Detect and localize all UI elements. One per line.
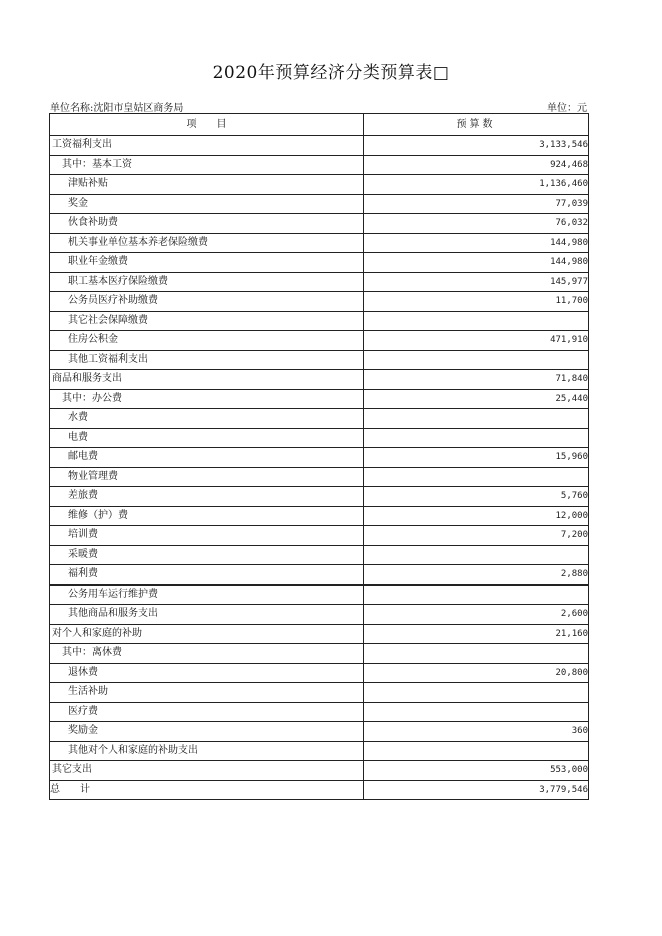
row-amount: 25,440: [364, 389, 589, 409]
row-label: 住房公积金: [50, 331, 364, 351]
row-label: 生活补助: [50, 683, 364, 703]
row-amount: 145,977: [364, 272, 589, 292]
row-label: 其他商品和服务支出: [50, 605, 364, 625]
table-row: [50, 565, 589, 585]
total-row: [50, 780, 589, 800]
table-row: [50, 350, 589, 370]
table-row: [50, 624, 589, 644]
row-amount: [364, 409, 589, 429]
table-row: [50, 545, 589, 565]
total-amount: 3,779,546: [364, 780, 589, 800]
row-amount: 77,039: [364, 194, 589, 214]
row-label: 公务用车运行维护费: [50, 585, 364, 605]
row-amount: 21,160: [364, 624, 589, 644]
table-row: [50, 272, 589, 292]
row-amount: 1,136,460: [364, 175, 589, 195]
table-row: [50, 683, 589, 703]
table-row: [50, 644, 589, 664]
row-amount: 76,032: [364, 214, 589, 234]
row-amount: 7,200: [364, 526, 589, 546]
table-row: [50, 702, 589, 722]
table-row: [50, 389, 589, 409]
table-row: [50, 155, 589, 175]
table-row: [50, 292, 589, 312]
row-amount: [364, 428, 589, 448]
table-row: [50, 722, 589, 742]
row-label: 医疗费: [50, 702, 364, 722]
row-amount: 5,760: [364, 487, 589, 507]
header-item: 项 目: [50, 114, 364, 136]
row-label: 商品和服务支出: [50, 370, 364, 390]
table-row: [50, 585, 589, 605]
row-label: 职工基本医疗保险缴费: [50, 272, 364, 292]
table-header-row: [50, 114, 589, 136]
row-amount: 553,000: [364, 761, 589, 781]
unit-name: 单位名称:沈阳市皇姑区商务局: [50, 103, 184, 114]
title-mark: □: [432, 63, 450, 83]
row-label: 职业年金缴费: [50, 253, 364, 273]
page-title: [0, 58, 662, 83]
row-label: 津贴补贴: [50, 175, 364, 195]
row-label: 公务员医疗补助缴费: [50, 292, 364, 312]
row-label: 电费: [50, 428, 364, 448]
table-row: [50, 663, 589, 683]
table-row: [50, 741, 589, 761]
table-row: [50, 194, 589, 214]
row-label: 对个人和家庭的补助: [50, 624, 364, 644]
table-row: [50, 136, 589, 156]
row-amount: [364, 741, 589, 761]
row-label: 维修（护）费: [50, 506, 364, 526]
table-row: [50, 331, 589, 351]
table-row: [50, 506, 589, 526]
row-label: 其他对个人和家庭的补助支出: [50, 741, 364, 761]
row-amount: [364, 545, 589, 565]
table-row: [50, 370, 589, 390]
row-amount: [364, 585, 589, 605]
row-amount: 471,910: [364, 331, 589, 351]
row-amount: 924,468: [364, 155, 589, 175]
row-amount: [364, 683, 589, 703]
row-amount: 15,960: [364, 448, 589, 468]
title-text: 2020年预算经济分类预算表: [212, 63, 433, 83]
row-amount: 144,980: [364, 253, 589, 273]
row-label: 工资福利支出: [50, 136, 364, 156]
table-row: [50, 233, 589, 253]
row-amount: 12,000: [364, 506, 589, 526]
row-label: 邮电费: [50, 448, 364, 468]
table-row: [50, 526, 589, 546]
table-row: [50, 448, 589, 468]
row-amount: [364, 702, 589, 722]
row-label: 退休费: [50, 663, 364, 683]
table-row: [50, 214, 589, 234]
unit-info-row: [49, 99, 587, 113]
row-label: 采暖费: [50, 545, 364, 565]
row-amount: 20,800: [364, 663, 589, 683]
row-amount: [364, 311, 589, 331]
table-row: [50, 487, 589, 507]
row-amount: 2,880: [364, 565, 589, 585]
table-row: [50, 175, 589, 195]
table-row: [50, 428, 589, 448]
row-amount: [364, 350, 589, 370]
table-row: [50, 409, 589, 429]
unit-label: 单位：元: [547, 103, 587, 114]
row-label: 培训费: [50, 526, 364, 546]
row-label: 其中：办公费: [50, 389, 364, 409]
row-amount: [364, 644, 589, 664]
row-label: 物业管理费: [50, 467, 364, 487]
row-label: 机关事业单位基本养老保险缴费: [50, 233, 364, 253]
table-row: [50, 467, 589, 487]
row-label: 奖金: [50, 194, 364, 214]
row-label: 水费: [50, 409, 364, 429]
row-amount: [364, 467, 589, 487]
table-row: [50, 605, 589, 625]
row-amount: 2,600: [364, 605, 589, 625]
row-amount: 3,133,546: [364, 136, 589, 156]
row-label: 福利费: [50, 565, 364, 585]
table-body: [50, 136, 589, 800]
table-row: [50, 761, 589, 781]
row-label: 奖励金: [50, 722, 364, 742]
total-label: 总 计: [50, 780, 364, 800]
budget-table: [49, 113, 589, 800]
table-row: [50, 311, 589, 331]
row-label: 其中：离休费: [50, 644, 364, 664]
header-amount: 预算数: [364, 114, 589, 136]
row-label: 伙食补助费: [50, 214, 364, 234]
row-label: 其它社会保障缴费: [50, 311, 364, 331]
table-row: [50, 253, 589, 273]
row-amount: 71,840: [364, 370, 589, 390]
row-label: 其它支出: [50, 761, 364, 781]
row-amount: 11,700: [364, 292, 589, 312]
row-amount: 144,980: [364, 233, 589, 253]
row-label: 其他工资福利支出: [50, 350, 364, 370]
row-amount: 360: [364, 722, 589, 742]
row-label: 差旅费: [50, 487, 364, 507]
row-label: 其中：基本工资: [50, 155, 364, 175]
